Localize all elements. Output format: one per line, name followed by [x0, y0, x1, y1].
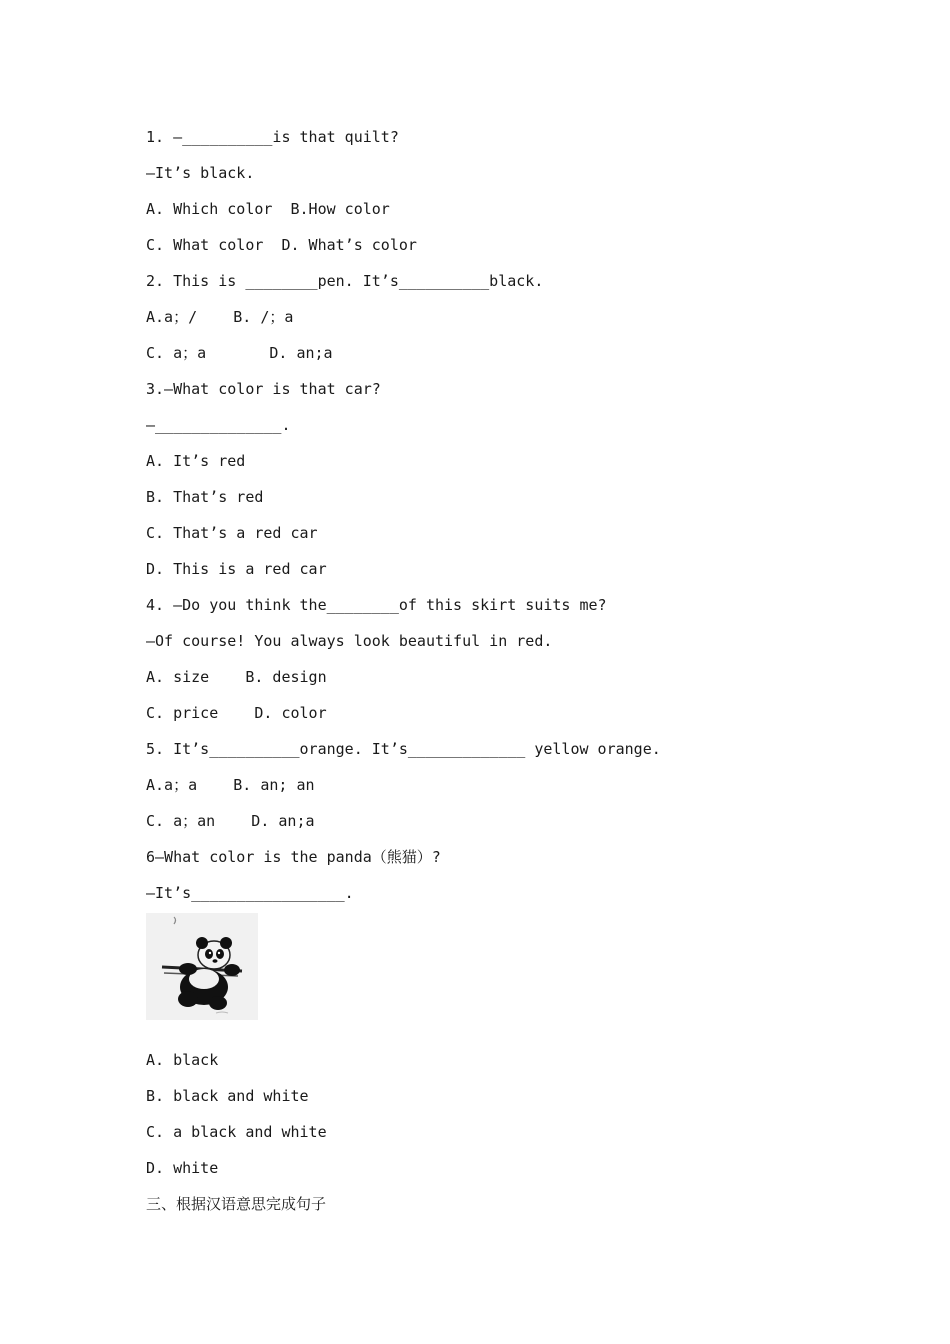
q3-option-c: C. That’s a red car	[146, 524, 318, 542]
q2-options-cd: C. a；a D. an;a	[146, 344, 333, 362]
q6-option-b: B. black and white	[146, 1087, 309, 1105]
q2-options-ab: A.a；/ B. /；a	[146, 308, 294, 326]
q2-stem: 2. This is ________pen. It’s__________black.	[146, 272, 544, 290]
q5-options-cd: C. a；an D. an;a	[146, 812, 315, 830]
q3-stem: 3.—What color is that car?	[146, 380, 381, 398]
q3-answer-line: —______________.	[146, 416, 291, 434]
q1-options-cd: C. What color D. What’s color	[146, 236, 417, 254]
panda-image	[146, 913, 258, 1020]
q6-option-a: A. black	[146, 1051, 219, 1069]
q6-option-d: D. white	[146, 1159, 219, 1177]
q3-option-a: A. It’s red	[146, 452, 246, 470]
q4-stem: 4. —Do you think the________of this skirt suits me?	[146, 596, 607, 614]
q5-options-ab: A.a；a B. an; an	[146, 776, 315, 794]
q1-stem: 1. —__________is that quilt?	[146, 128, 399, 146]
q4-answer-line: —Of course! You always look beautiful in red.	[146, 632, 553, 650]
q6-option-c: C. a black and white	[146, 1123, 327, 1141]
section-heading: 三、根据汉语意思完成句子	[146, 1195, 327, 1213]
q3-option-d: D. This is a red car	[146, 560, 327, 578]
panda-icon	[146, 913, 258, 1020]
q4-options-cd: C. price D. color	[146, 704, 327, 722]
q6-stem: 6—What color is the panda（熊猫）?	[146, 848, 441, 866]
q6-answer-line: —It’s_________________.	[146, 884, 354, 902]
q5-stem: 5. It’s__________orange. It’s_____________ yellow orange.	[146, 740, 661, 758]
q3-option-b: B. That’s red	[146, 488, 264, 506]
q4-options-ab: A. size B. design	[146, 668, 327, 686]
q1-answer-line: —It’s black.	[146, 164, 255, 182]
q1-options-ab: A. Which color B.How color	[146, 200, 390, 218]
